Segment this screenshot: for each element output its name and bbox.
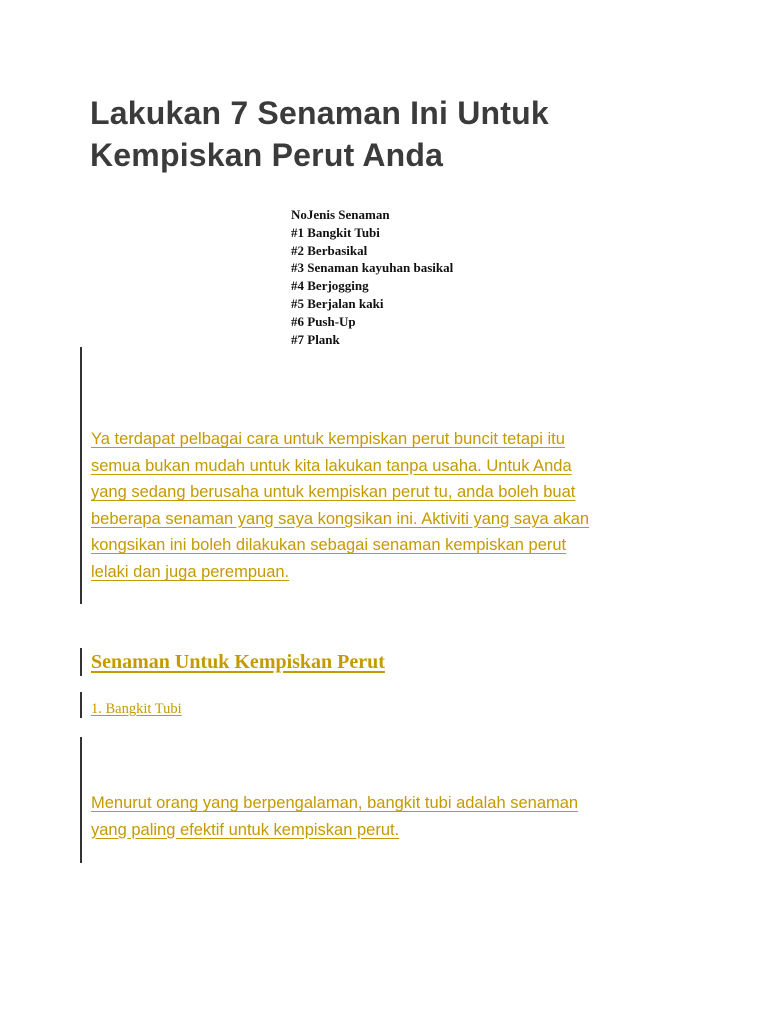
description-line[interactable]: Menurut orang yang berpengalaman, bangkit tubi adalah senaman [91,794,579,812]
left-margin-rule [80,347,82,604]
exercise-list-item: #7 Plank [291,331,340,347]
page-title [90,92,650,176]
exercise-description[interactable] [91,790,578,843]
intro-line[interactable]: kongsikan ini boleh dilakukan sebagai senaman kempiskan perut [91,536,567,555]
description-line[interactable]: yang paling efektif untuk kempiskan perut. [91,820,400,839]
page-title-line-1: Lakukan 7 Senaman Ini Untuk [90,95,549,131]
exercise-list-item: #5 Berjalan kaki [291,295,384,311]
exercise-item-heading[interactable]: 1. Bangkit Tubi [91,701,182,717]
intro-line[interactable]: lelaki dan juga perempuan. [91,562,290,581]
exercise-list-item: #3 Senaman kayuhan basikal [291,260,454,276]
intro-paragraph[interactable] [91,426,589,586]
intro-line[interactable]: yang sedang berusaha untuk kempiskan perut tu, anda boleh buat [91,483,576,502]
intro-line[interactable]: semua bukan mudah untuk kita lakukan tanpa usaha. Untuk Anda [91,456,572,475]
left-margin-rule [80,648,82,676]
exercise-list-item: #6 Push-Up [291,313,356,329]
intro-line[interactable]: beberapa senaman yang saya kongsikan ini. Aktiviti yang saya akan [91,509,590,528]
exercise-list-item: #1 Bangkit Tubi [291,224,380,240]
exercise-list-item: #4 Berjogging [291,278,369,294]
exercise-list-header: NoJenis Senaman [291,207,390,222]
section-heading[interactable]: Senaman Untuk Kempiskan Perut [91,651,385,673]
left-margin-rule [80,737,82,863]
exercise-list-item: #2 Berbasikal [291,242,368,258]
page-title-line-2: Kempiskan Perut Anda [90,137,444,173]
intro-line[interactable]: Ya terdapat pelbagai cara untuk kempiskan perut buncit tetapi itu [91,430,565,448]
left-margin-rule [80,692,82,718]
exercise-list [291,206,453,348]
